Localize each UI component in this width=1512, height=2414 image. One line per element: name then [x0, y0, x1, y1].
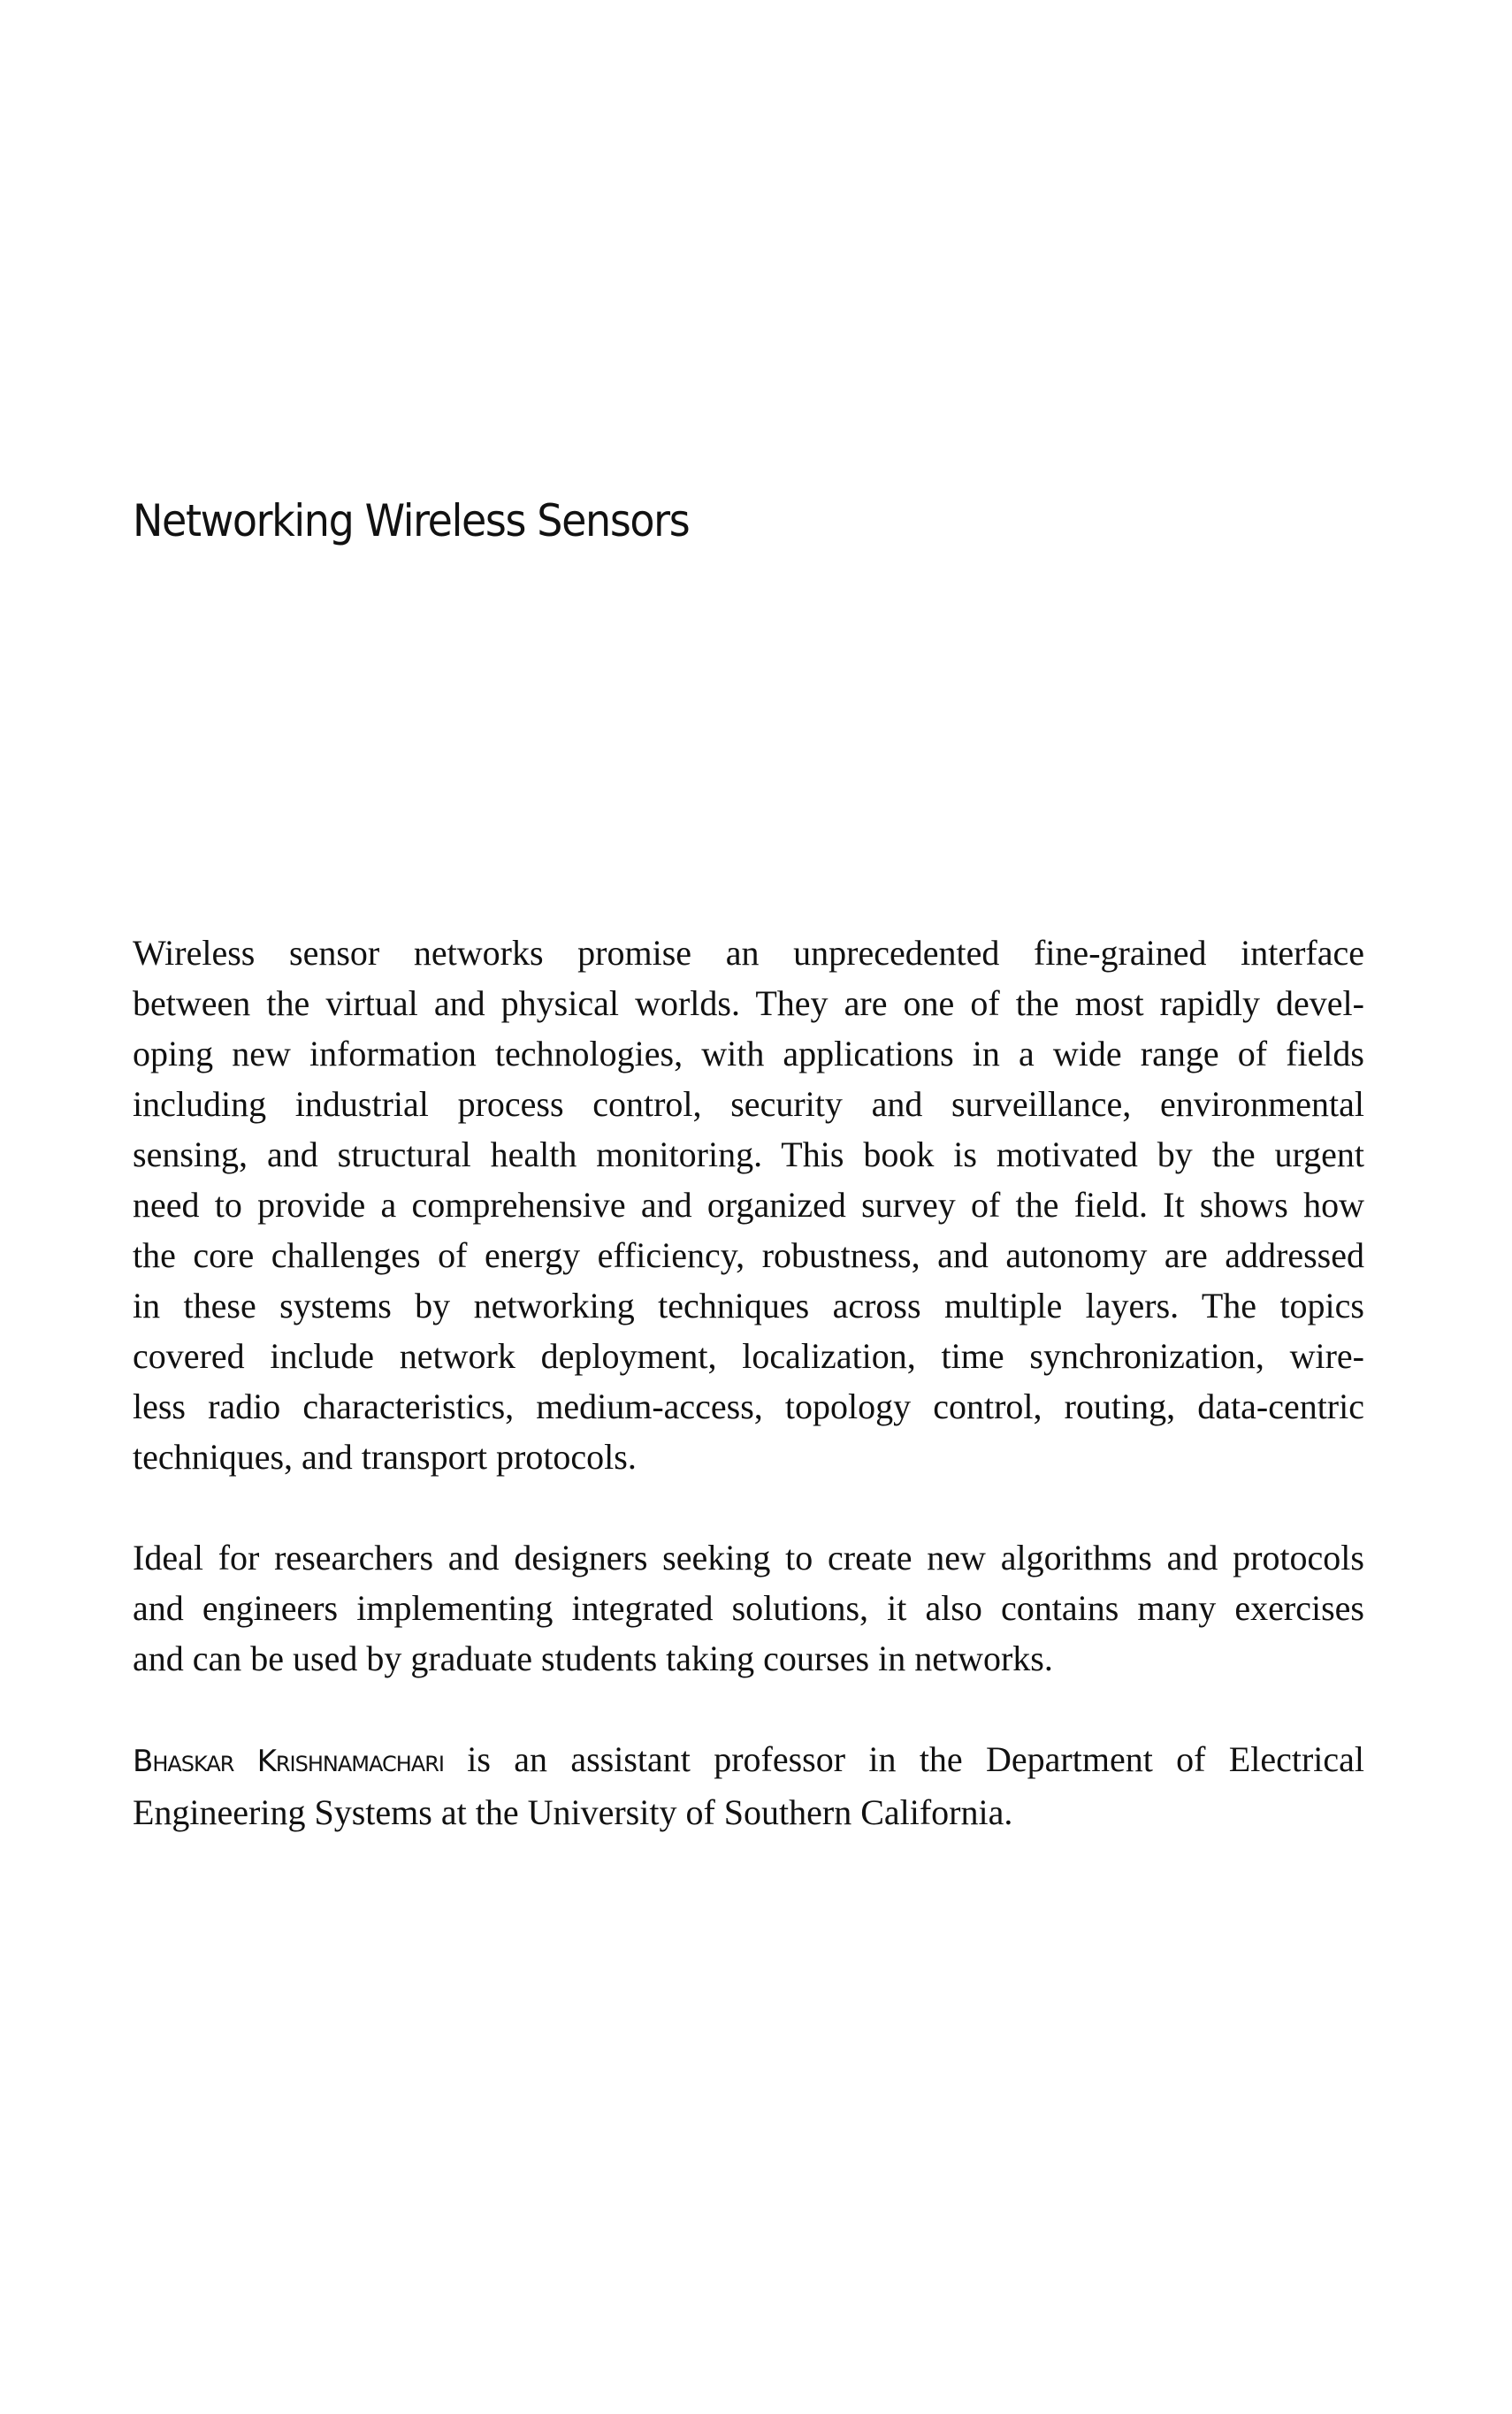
- author-bio: [133, 1734, 1364, 1837]
- author-name: Bhaskar Krishnamachari: [133, 1744, 444, 1779]
- text-line: in these systems by networking techniques across multiple layers. The topics: [133, 1286, 1364, 1325]
- text-line: between the virtual and physical worlds. They are one of the most rapidly devel-: [133, 983, 1364, 1023]
- text-line: and can be used by graduate students taking courses in networks.: [133, 1639, 1053, 1678]
- text-line: sensing, and structural health monitoring. This book is motivated by the urgent: [133, 1134, 1364, 1174]
- description-paragraph-1: [133, 928, 1364, 1482]
- text-line: techniques, and transport protocols.: [133, 1437, 637, 1477]
- book-title: Networking Wireless Sensors: [133, 495, 690, 546]
- text-line: covered include network deployment, localization, time synchronization, wire-: [133, 1336, 1364, 1376]
- description-paragraph-2: [133, 1532, 1364, 1684]
- book-description: [133, 928, 1364, 1888]
- text-line: [133, 1734, 1364, 1787]
- text-line: and engineers implementing integrated solutions, it also contains many exercises: [133, 1588, 1364, 1628]
- text-line: less radio characteristics, medium-access, topology control, routing, data-centric: [133, 1387, 1364, 1426]
- text-line: Wireless sensor networks promise an unprecedented fine-grained interface: [133, 933, 1364, 973]
- bio-text: is an assistant professor in the Department of Electrical: [443, 1739, 1364, 1779]
- text-line: Engineering Systems at the University of Southern California.: [133, 1792, 1013, 1832]
- text-line: the core challenges of energy efficiency, robustness, and autonomy are addressed: [133, 1235, 1364, 1275]
- text-line: including industrial process control, security and surveillance, environmental: [133, 1084, 1364, 1124]
- text-line: oping new information technologies, with applications in a wide range of fields: [133, 1034, 1364, 1073]
- text-line: need to provide a comprehensive and organized survey of the field. It shows how: [133, 1185, 1364, 1225]
- text-line: Ideal for researchers and designers seeking to create new algorithms and protocols: [133, 1538, 1364, 1578]
